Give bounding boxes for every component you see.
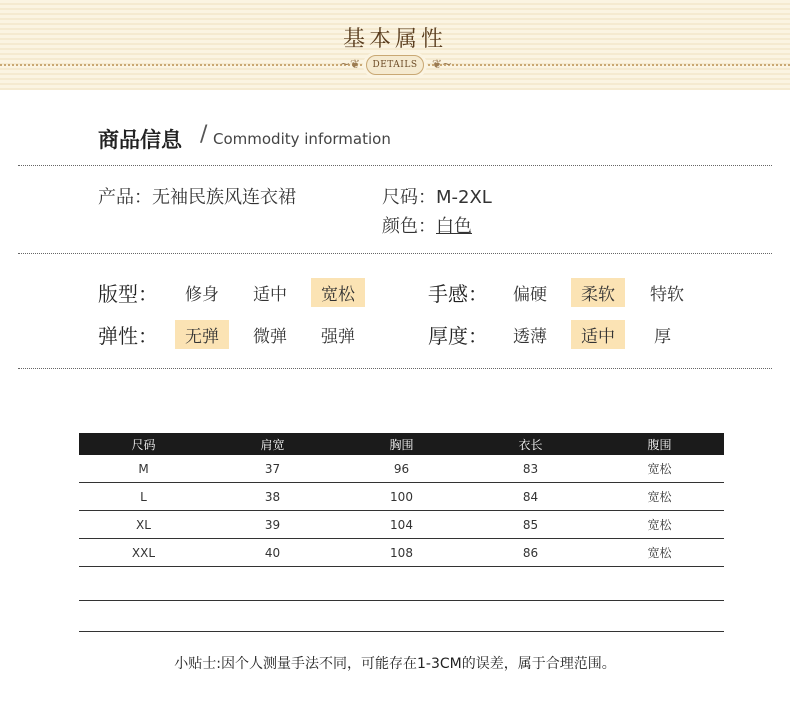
size-label: 尺码： — [382, 187, 436, 208]
color-value: 白色 — [436, 216, 472, 237]
table-row — [79, 539, 724, 567]
table-cell: 宽松 — [595, 455, 724, 483]
table-cell: 85 — [466, 511, 595, 539]
stretch-label: 弹性： — [98, 324, 158, 348]
table-cell: 96 — [337, 455, 466, 483]
ornament-left-icon: ~❦ — [340, 57, 361, 71]
table-row — [79, 511, 724, 539]
table-cell: XXL — [79, 539, 208, 567]
column-header: 胸围 — [337, 433, 466, 455]
feel-option: 偏硬 — [513, 285, 547, 305]
feel-option-selected: 柔软 — [571, 278, 625, 307]
fit-option: 修身 — [185, 285, 219, 305]
table-cell: 宽松 — [595, 483, 724, 511]
table-cell: 104 — [337, 511, 466, 539]
column-header: 尺码 — [79, 433, 208, 455]
table-cell: 108 — [337, 539, 466, 567]
section-title: 商品信息 — [98, 128, 182, 152]
measurement-tip: 小贴士:因个人测量手法不同，可能存在1-3CM的误差，属于合理范围。 — [174, 656, 616, 672]
divider — [18, 165, 772, 166]
thickness-option-selected: 适中 — [571, 320, 625, 349]
table-cell: 83 — [466, 455, 595, 483]
size-table — [79, 433, 724, 567]
table-row — [79, 455, 724, 483]
column-header: 腹围 — [595, 433, 724, 455]
column-header: 肩宽 — [208, 433, 337, 455]
table-cell: 39 — [208, 511, 337, 539]
table-empty-row-line — [79, 631, 724, 632]
details-badge-label: DETAILS — [366, 55, 424, 75]
fit-label: 版型： — [98, 282, 158, 306]
thickness-option: 厚 — [654, 327, 671, 347]
fit-option-selected: 宽松 — [311, 278, 365, 307]
divider — [18, 253, 772, 254]
table-cell: 86 — [466, 539, 595, 567]
stretch-option: 强弹 — [321, 327, 355, 347]
product-name: 产品：无袖民族风连衣裙 — [98, 187, 296, 208]
fit-option: 适中 — [253, 285, 287, 305]
ornament-right-icon: ❦~ — [432, 57, 453, 71]
table-cell: 宽松 — [595, 539, 724, 567]
stretch-option-selected: 无弹 — [175, 320, 229, 349]
color-label: 颜色： — [382, 216, 436, 237]
table-cell: 38 — [208, 483, 337, 511]
stretch-option: 微弹 — [253, 327, 287, 347]
table-cell: 84 — [466, 483, 595, 511]
table-cell: L — [79, 483, 208, 511]
table-cell: 40 — [208, 539, 337, 567]
thickness-option: 透薄 — [513, 327, 547, 347]
thickness-label: 厚度： — [428, 324, 488, 348]
section-subtitle: Commodity information — [213, 130, 391, 148]
table-cell: M — [79, 455, 208, 483]
table-header-row — [79, 433, 724, 455]
size-value: M-2XL — [436, 187, 492, 208]
feel-option: 特软 — [650, 285, 684, 305]
column-header: 衣长 — [466, 433, 595, 455]
size-range — [382, 183, 492, 209]
section-title-slash: / — [200, 122, 208, 147]
details-badge — [366, 55, 424, 75]
table-cell: 100 — [337, 483, 466, 511]
table-cell: XL — [79, 511, 208, 539]
divider — [18, 368, 772, 369]
banner-title: 基本属性 — [342, 27, 447, 52]
table-empty-row-line — [79, 600, 724, 601]
table-cell: 37 — [208, 455, 337, 483]
color-info — [382, 212, 472, 238]
table-row — [79, 483, 724, 511]
table-cell: 宽松 — [595, 511, 724, 539]
feel-label: 手感： — [428, 282, 488, 306]
